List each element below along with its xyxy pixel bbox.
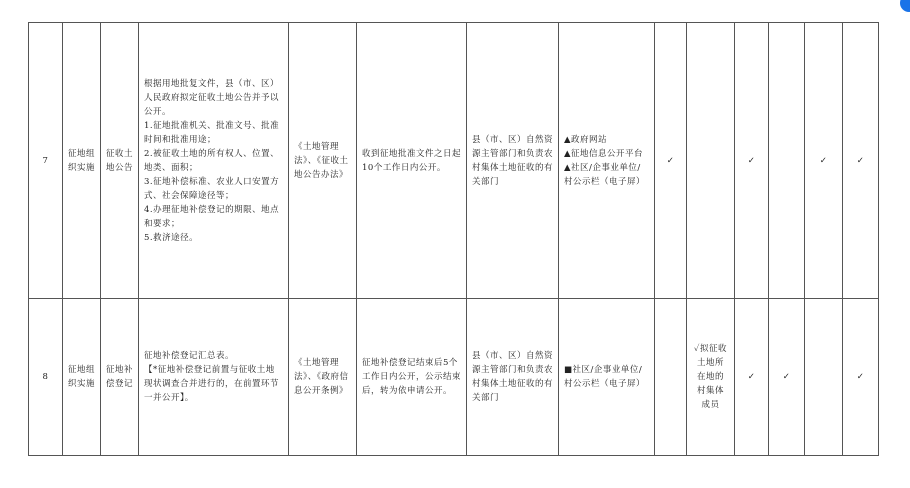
time-limit-cell: 征地补偿登记结束后5个工作日内公开，公示结束后，转为依申请公开。 [357,299,467,456]
subject-cell: 县（市、区）自然资源主管部门和负责农村集体土地征收的有关部门 [467,299,559,456]
stage-cell: 征地组织实施 [63,299,101,456]
mark-cell: ✓拟征收土地所在地的村集体成员 [687,299,735,456]
channels-cell: ■社区/企事业单位/村公示栏（电子屏） [559,299,655,456]
mark-cell: ✓ [655,23,687,299]
table-row [29,299,879,456]
mark-cell: ✓ [843,299,879,456]
subject-cell: 县（市、区）自然资源主管部门和负责农村集体土地征收的有关部门 [467,23,559,299]
table-row [29,23,879,299]
mark-cell: ✓ [843,23,879,299]
item-cell: 征地补偿登记 [101,299,139,456]
basis-cell: 《土地管理法》、《政府信息公开条例》 [289,299,357,456]
mark-cell: ✓ [735,299,769,456]
mark-cell: ✓ [805,23,843,299]
row-index: 8 [29,299,63,456]
mark-cell: ✓ [769,299,805,456]
content-cell: 征地补偿登记汇总表。 【*征地补偿登记前置与征收土地现状调查合并进行的，在前置环节一并公开】。 [139,299,289,456]
row-index: 7 [29,23,63,299]
mark-cell [769,23,805,299]
mark-cell [655,299,687,456]
basis-cell: 《土地管理法》、《征收土地公告办法》 [289,23,357,299]
mark-cell [687,23,735,299]
corner-indicator-icon [900,0,910,12]
mark-cell [805,299,843,456]
disclosure-table [28,22,879,456]
stage-cell: 征地组织实施 [63,23,101,299]
mark-cell: ✓ [735,23,769,299]
channels-cell: ▲政府网站 ▲征地信息公开平台 ▲社区/企事业单位/村公示栏（电子屏） [559,23,655,299]
item-cell: 征收土地公告 [101,23,139,299]
content-cell: 根据用地批复文件，县（市、区）人民政府拟定征收土地公告并予以公开。 1.征地批准机关、批准文号、批准时间和批准用途； 2.被征收土地的所有权人、位置、地类、面积； 3.征地补偿标准、农业人口安置方式、社会保障途径等； 4.办理征地补偿登记的期限、地点和要求； 5.救济途径。 [139,23,289,299]
time-limit-cell: 收到征地批准文件之日起10个工作日内公开。 [357,23,467,299]
